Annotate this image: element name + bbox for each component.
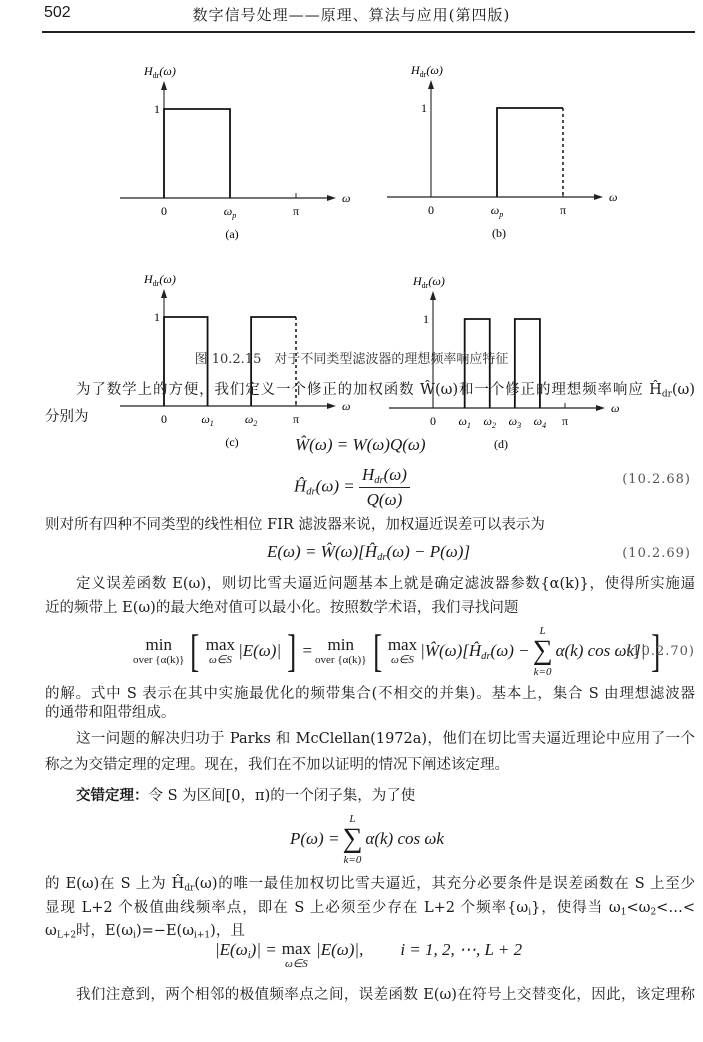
eq-part: |E(ω)|, xyxy=(316,940,364,959)
eq-part xyxy=(420,641,529,661)
eq-part: )| = xyxy=(250,940,277,959)
equation-p xyxy=(290,810,444,868)
eq-over: L xyxy=(349,813,356,825)
bracket: ] xyxy=(287,625,297,676)
text-segment: (ω) xyxy=(671,382,695,398)
text-segment: (ω)的唯一最佳加权切比雪夫逼近，其充分必要条件是误差函数在 S 上至少 xyxy=(194,876,695,892)
eq-part: |Ŵ(ω)[Ĥ xyxy=(420,641,482,660)
y-axis-label: $H_{dr}(\omega)$ xyxy=(144,64,176,80)
x-axis-label: ω xyxy=(611,401,620,415)
eq-part: (ω) − xyxy=(490,641,530,660)
passband xyxy=(497,108,563,197)
level-one-label: 1 xyxy=(423,312,429,326)
tick-label: 0 xyxy=(428,203,434,217)
eq-under: k=0 xyxy=(533,666,552,678)
panel-tag: (a) xyxy=(225,227,239,241)
y-axis-label: $H_{dr}(\omega)$ xyxy=(413,274,445,290)
tick-label: $\omega_p$ xyxy=(223,204,237,220)
text-segment: 显现 L+2 个极值曲线频率点，即在 S 上必须至少存在 L+2 个频率{ω xyxy=(45,900,529,916)
eq-part: (ω) − P(ω)] xyxy=(386,542,471,561)
x-axis-label: ω xyxy=(609,190,618,204)
body-line: 近的频带上 E(ω)的最大绝对值可以最小化。按照数学术语，我们寻找问题 xyxy=(45,600,519,616)
max-operator xyxy=(388,636,417,666)
y-axis-label: $H_{dr}(\omega)$ xyxy=(411,63,443,79)
text-segment: 时，E(ω xyxy=(76,923,134,939)
x-axis-label: ω xyxy=(342,399,351,413)
eq-part: (ω) = xyxy=(315,476,355,496)
equation-minimax xyxy=(133,622,664,680)
eq-part: (ω) xyxy=(383,465,407,484)
tick-label: $\omega_2$ xyxy=(483,414,497,430)
subscript: 1 xyxy=(620,907,627,918)
eq-part: E(ω) = Ŵ(ω)[Ĥ xyxy=(267,542,378,561)
eq-under: ω∈S xyxy=(208,654,232,666)
tick-label: π xyxy=(559,203,567,217)
equation-number: (10.2.70) xyxy=(626,644,695,659)
level-one-label: 1 xyxy=(421,101,427,115)
x-axis-arrow-icon xyxy=(327,195,336,201)
body-line: 这一问题的解决归功于 Parks 和 McClellan(1972a)，他们在切比雪夫逼近理论中应用了一个 xyxy=(76,731,695,747)
subscript: i+1 xyxy=(194,930,211,941)
level-one-label: 1 xyxy=(154,102,160,116)
y-axis-arrow-icon xyxy=(161,81,167,90)
body-line: 定义误差函数 E(ω)，则切比雪夫逼近问题基本上就是确定滤波器参数{α(k)}，使得所实施逼 xyxy=(76,576,695,592)
panel-tag: (c) xyxy=(225,435,239,449)
y-axis-arrow-icon xyxy=(428,80,434,89)
tick-label: π xyxy=(292,412,300,426)
tick-label: π xyxy=(561,414,569,428)
tick-label: π xyxy=(292,204,300,218)
running-title: 数字信号处理——原理、算法与应用(第四版) xyxy=(192,6,511,24)
text-segment: ω xyxy=(45,923,57,939)
eq-sub: dr xyxy=(481,651,491,663)
body-line xyxy=(45,921,695,941)
body-line: 我们注意到，两个相邻的极值频率点之间，误差函数 E(ω)在符号上交替变化，因此，该定理称 xyxy=(76,987,695,1003)
bracket: [ xyxy=(372,625,382,676)
body-line xyxy=(45,898,695,918)
body-line xyxy=(76,786,695,806)
tick-label: 0 xyxy=(161,204,167,218)
eq-part: max xyxy=(205,635,236,654)
body-line: 的通带和阻带组成。 xyxy=(45,705,176,721)
numerator xyxy=(359,465,410,488)
tick-label: $\omega_3$ xyxy=(508,414,522,430)
tick-label: $\omega_1$ xyxy=(201,412,214,428)
text-segment: 的 E(ω)在 S 上为 Ĥ xyxy=(45,876,185,892)
bracket: [ xyxy=(190,625,200,676)
y-axis-arrow-icon xyxy=(430,291,436,300)
eq-sub: i xyxy=(247,950,251,962)
tick-label: $\omega_4$ xyxy=(533,414,547,430)
body-line: 称之为交错定理的定理。现在，我们在不加以证明的情况下阐述该定理。 xyxy=(45,757,509,773)
tick-label: 0 xyxy=(161,412,167,426)
bracket: ] xyxy=(651,625,661,676)
panel-tag: (d) xyxy=(494,437,508,451)
eq-under: over {α(k)} xyxy=(315,654,367,666)
y-axis-label: $H_{dr}(\omega)$ xyxy=(144,272,176,288)
x-axis-label: ω xyxy=(342,191,351,205)
index-range: i = 1, 2, ⋯, L + 2 xyxy=(400,940,523,959)
eq-part: α(k) cos ωk xyxy=(365,829,444,848)
passband xyxy=(164,109,230,198)
text-segment: 为了数学上的方便，我们定义一个修正的加权函数 Ŵ(ω)和一个修正的理想频率响应 Ĥ xyxy=(76,382,662,398)
y-axis-arrow-icon xyxy=(161,289,167,298)
sum-operator xyxy=(533,624,553,678)
subscript: dr xyxy=(661,389,672,400)
equation-h-hat xyxy=(294,465,410,510)
eq-part: max xyxy=(281,939,312,958)
eq-part: max xyxy=(387,635,418,654)
sum-operator xyxy=(342,812,362,866)
equation-w-hat: Ŵ(ω) = W(ω)Q(ω) xyxy=(295,435,426,454)
equation-number: (10.2.69) xyxy=(622,546,691,561)
eq-part: |E(ω)| xyxy=(238,641,282,660)
eq-under: ω∈S xyxy=(284,958,308,970)
text-segment: 令 S 为区间[0，π)的一个闭子集，为了使 xyxy=(148,788,416,804)
eq-part: min xyxy=(327,635,354,654)
text-segment: )=−E(ω xyxy=(136,923,195,939)
max-operator xyxy=(282,940,311,970)
eq-part: = xyxy=(302,641,313,660)
eq-part: P(ω) = xyxy=(290,829,340,848)
tick-label: $\omega_p$ xyxy=(490,203,504,219)
eq-sub: dr xyxy=(306,486,316,498)
fraction xyxy=(359,465,410,510)
equation-abs-error xyxy=(215,940,522,970)
subscript: L+2 xyxy=(56,930,77,941)
subscript: i xyxy=(528,907,532,918)
panel-tag: (b) xyxy=(492,226,506,240)
text-segment: }，使得当 ω xyxy=(531,900,621,916)
min-operator xyxy=(133,636,184,666)
min-operator xyxy=(315,636,366,666)
body-line: 的解。式中 S 表示在其中实施最优化的频带集合(不相交的并集)。基本上，集合 S 由理想滤波器 xyxy=(45,686,695,702)
page-number: 502 xyxy=(44,4,71,21)
eq-part: |E(ω xyxy=(215,940,248,959)
level-one-label: 1 xyxy=(154,310,160,324)
text-segment: <…< xyxy=(656,900,695,916)
denominator: Q(ω) xyxy=(366,490,403,509)
eq-part xyxy=(215,940,277,960)
text-segment: <ω xyxy=(626,900,651,916)
subscript: dr xyxy=(184,883,195,894)
eq-part: Ĥ xyxy=(294,476,307,496)
text-segment: )，且 xyxy=(210,923,245,939)
eq-part: α(k) cos ωk]| xyxy=(555,641,646,660)
body-line xyxy=(45,874,695,894)
equation-error xyxy=(267,542,470,562)
eq-sub: dr xyxy=(377,552,387,564)
body-line xyxy=(76,380,695,400)
tick-label: 0 xyxy=(430,414,436,428)
subscript: 2 xyxy=(650,907,657,918)
tick-label: $\omega_1$ xyxy=(458,414,471,430)
body-line: 分别为 xyxy=(45,409,89,425)
subscript: i xyxy=(133,930,136,941)
figure-caption: 图 10.2.15 对于不同类型滤波器的理想频率响应特征 xyxy=(194,352,509,367)
eq-part: H xyxy=(361,465,375,484)
theorem-label: 交错定理： xyxy=(76,787,149,804)
sigma-symbol: ∑ xyxy=(342,823,363,854)
tick-label: $\omega_2$ xyxy=(244,412,258,428)
eq-under: k=0 xyxy=(343,854,362,866)
eq-sub: dr xyxy=(374,475,384,487)
sigma-symbol: ∑ xyxy=(532,635,553,666)
eq-over: L xyxy=(539,625,546,637)
x-axis-arrow-icon xyxy=(594,194,603,200)
equation-number: (10.2.68) xyxy=(622,472,691,487)
eq-under: over {α(k)} xyxy=(133,654,185,666)
eq-under: ω∈S xyxy=(391,654,414,666)
max-operator xyxy=(206,636,235,666)
eq-part: min xyxy=(145,635,172,654)
body-line: 则对所有四种不同类型的线性相位 FIR 滤波器来说，加权逼近误差可以表示为 xyxy=(45,517,545,533)
